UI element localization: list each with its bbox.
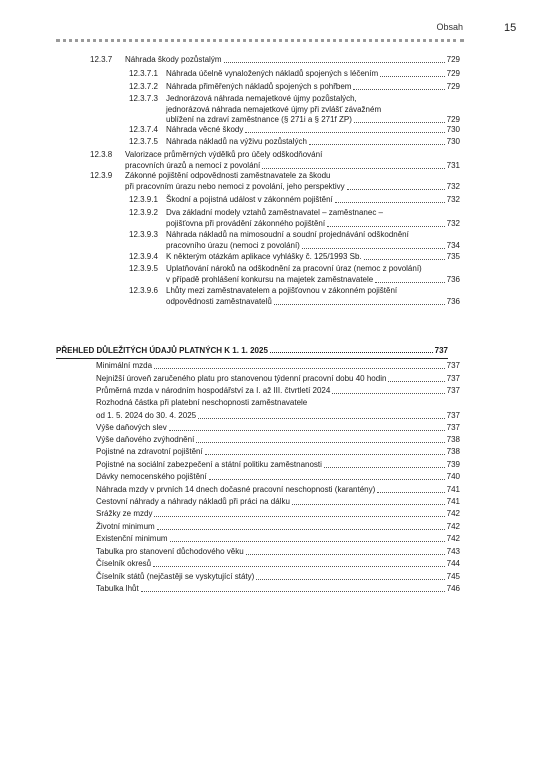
section-heading[interactable] <box>56 346 448 355</box>
entry-page: 736 <box>446 296 460 306</box>
item-page: 742 <box>446 534 460 543</box>
section-rule <box>56 358 448 359</box>
toc-entry-line <box>166 105 460 115</box>
leader-dots <box>332 393 444 394</box>
entry-page: 732 <box>446 181 460 191</box>
leader-dots <box>157 529 445 530</box>
entry-title: při pracovním úrazu nebo nemoci z povolání, jeho perspektivy <box>125 181 345 191</box>
item-title: Existenční minimum <box>96 534 168 543</box>
entry-title: ublížení na zdraví zaměstnance (§ 271i a § 271f ZP) <box>166 115 352 124</box>
entry-title: odpovědnosti zaměstnavatelů <box>166 296 272 306</box>
leader-dots <box>347 189 445 190</box>
section-item[interactable] <box>96 522 460 532</box>
section-item[interactable] <box>96 411 460 421</box>
section-item[interactable] <box>96 584 460 594</box>
section-item[interactable] <box>96 509 460 519</box>
section-item[interactable] <box>96 559 460 569</box>
item-page: 737 <box>446 410 460 420</box>
entry-number: 12.3.7.4 <box>129 125 158 134</box>
leader-dots <box>335 202 445 203</box>
item-title: Průměrná mzda v národním hospodářství za I. až III. čtvrtletí 2024 <box>96 386 331 395</box>
entry-page: 729 <box>446 55 460 64</box>
toc-entry-line <box>125 171 460 181</box>
item-title: Číselník států (nejčastěji se vyskytující státy) <box>96 572 255 581</box>
entry-title: Náhrada účelně vynaložených nákladů spojených s léčením <box>166 69 379 78</box>
leader-dots <box>246 554 445 555</box>
item-page: 738 <box>446 447 460 456</box>
toc-entry[interactable] <box>125 182 460 192</box>
section-item[interactable] <box>96 423 460 433</box>
entry-title: pracovního úrazu (nemoci z povolání) <box>166 240 300 250</box>
item-title: Výše daňových slev <box>96 423 167 432</box>
toc-entry-line <box>125 150 460 160</box>
entry-number: 12.3.7.3 <box>129 94 158 103</box>
toc-entry[interactable] <box>166 137 460 147</box>
leader-dots <box>270 352 433 353</box>
leader-dots <box>375 282 444 283</box>
entry-page: 736 <box>446 274 460 284</box>
entry-title: pracovních úrazů a nemocí z povolání <box>125 160 261 170</box>
entry-title: Náhrada přiměřených nákladů spojených s pohřbem <box>166 82 352 91</box>
item-title: Pojistné na sociální zabezpečení a státní politiku zaměstnanosti <box>96 460 322 469</box>
item-page: 737 <box>446 374 460 383</box>
item-page: 741 <box>446 485 460 494</box>
section-item[interactable] <box>96 435 460 445</box>
item-page: 740 <box>446 472 460 481</box>
item-title: Výše daňového zvýhodnění <box>96 435 195 444</box>
entry-number: 12.3.9 <box>90 171 113 180</box>
leader-dots <box>292 504 445 505</box>
entry-title: Zákonné pojištění odpovědnosti zaměstnavatele za škodu <box>125 171 331 180</box>
item-page: 742 <box>446 522 460 531</box>
entry-number: 12.3.7.1 <box>129 69 158 78</box>
entry-title: pojišťovna při provádění zákonného pojištění <box>166 218 326 228</box>
leader-dots <box>364 259 445 260</box>
item-title: Minimální mzda <box>96 361 153 370</box>
entry-page: 730 <box>446 125 460 134</box>
entry-title: Náhrada nákladů na mimosoudní a soudní projednávání odškodnění <box>166 230 409 239</box>
entry-number: 12.3.9.4 <box>129 252 158 261</box>
leader-dots <box>309 144 445 145</box>
item-title: Nejnižší úroveň zaručeného platu pro stanovenou týdenní pracovní dobu 40 hodin <box>96 374 387 383</box>
section-item[interactable] <box>96 497 460 507</box>
entry-number: 12.3.7 <box>90 55 113 64</box>
entry-title: Škodní a pojistná událost v zákonném pojištění <box>166 195 333 204</box>
section-item[interactable] <box>96 547 460 557</box>
item-title: Rozhodná částka při platební neschopnosti zaměstnavatele <box>96 398 308 407</box>
item-page: 739 <box>446 460 460 469</box>
item-title: Životní minimum <box>96 522 155 531</box>
leader-dots <box>196 442 444 443</box>
leader-dots <box>302 248 445 249</box>
entry-number: 12.3.9.1 <box>129 195 158 204</box>
toc-entry[interactable] <box>166 252 460 262</box>
item-page: 741 <box>446 497 460 506</box>
entry-title: v případě prohlášení konkursu na majetek zaměstnavatele <box>166 274 374 284</box>
entry-number: 12.3.9.6 <box>129 286 158 295</box>
section-page: 737 <box>434 346 448 355</box>
entry-page: 735 <box>446 252 460 261</box>
entry-page: 732 <box>446 218 460 228</box>
toc-entry[interactable] <box>166 69 460 79</box>
entry-title: Náhrada nákladů na výživu pozůstalých <box>166 137 307 146</box>
entry-number: 12.3.8 <box>90 150 113 159</box>
leader-dots <box>224 62 445 63</box>
toc-entry-line <box>166 94 460 104</box>
toc-entry[interactable] <box>166 297 460 307</box>
item-page: 742 <box>446 509 460 518</box>
item-title: Srážky ze mzdy <box>96 509 153 518</box>
leader-dots <box>154 368 445 369</box>
leader-dots <box>154 516 444 517</box>
entry-number: 12.3.7.5 <box>129 137 158 146</box>
leader-dots <box>205 454 445 455</box>
leader-dots <box>353 89 444 90</box>
entry-title: Uplatňování nároků na odškodnění za pracovní úraz (nemoc z povolání) <box>166 264 422 273</box>
toc-entry-line <box>166 208 460 218</box>
entry-title: Valorizace průměrných výdělků pro účely odškodňování <box>125 150 323 159</box>
section-item[interactable] <box>96 447 460 457</box>
toc-entry-line <box>166 286 460 296</box>
toc-entry-line <box>166 264 460 274</box>
leader-dots <box>380 76 445 77</box>
header-dotted-rule <box>56 39 464 42</box>
item-page: 737 <box>446 386 460 395</box>
item-page: 738 <box>446 435 460 444</box>
leader-dots <box>245 132 444 133</box>
item-title: Cestovní náhrady a náhrady nákladů při práci na dálku <box>96 497 290 506</box>
entry-page: 731 <box>446 160 460 170</box>
toc-entry[interactable] <box>125 161 460 171</box>
entry-page: 729 <box>446 115 460 124</box>
entry-title: Náhrada škody pozůstalým <box>125 55 222 64</box>
leader-dots <box>377 492 444 493</box>
toc-entry[interactable] <box>166 125 460 135</box>
toc-entry[interactable] <box>166 241 460 251</box>
item-title: od 1. 5. 2024 do 30. 4. 2025 <box>96 410 197 420</box>
entry-title: Dva základní modely vztahů zaměstnavatel – zaměstnanec – <box>166 208 384 217</box>
entry-number: 12.3.9.3 <box>129 230 158 239</box>
entry-number: 12.3.9.2 <box>129 208 158 217</box>
item-title: Číselník okresů <box>96 559 152 568</box>
section-item[interactable] <box>96 472 460 482</box>
section-item-line <box>96 398 460 408</box>
section-item[interactable] <box>96 485 460 495</box>
leader-dots <box>262 168 444 169</box>
toc-entry-line <box>166 230 460 240</box>
entry-page: 732 <box>446 195 460 204</box>
entry-title: K některým otázkám aplikace vyhlášky č. 125/1993 Sb. <box>166 252 362 261</box>
item-page: 737 <box>446 361 460 370</box>
leader-dots <box>169 430 445 431</box>
entry-page: 734 <box>446 240 460 250</box>
running-header-title: Obsah <box>436 22 463 32</box>
leader-dots <box>256 579 444 580</box>
section-item[interactable] <box>96 386 460 396</box>
item-title: Dávky nemocenského pojištění <box>96 472 207 481</box>
leader-dots <box>198 418 445 419</box>
item-page: 745 <box>446 572 460 581</box>
item-title: Pojistné na zdravotní pojištění <box>96 447 203 456</box>
toc-entry[interactable] <box>125 55 460 65</box>
leader-dots <box>141 591 445 592</box>
section-item[interactable] <box>96 460 460 470</box>
toc-entry[interactable] <box>166 219 460 229</box>
toc-entry[interactable] <box>166 275 460 285</box>
leader-dots <box>324 467 445 468</box>
item-page: 743 <box>446 547 460 556</box>
page-number: 15 <box>504 22 517 34</box>
leader-dots <box>170 541 445 542</box>
toc-entry[interactable] <box>166 82 460 92</box>
entry-title: jednorázová náhrada nemajetkové újmy při zvlášť závažném <box>166 104 382 114</box>
leader-dots <box>354 122 445 123</box>
section-item[interactable] <box>96 361 460 371</box>
section-title: PŘEHLED DŮLEŽITÝCH ÚDAJŮ PLATNÝCH K 1. 1. 2025 <box>56 346 268 355</box>
entry-page: 729 <box>446 69 460 78</box>
section-item[interactable] <box>96 374 460 384</box>
entry-title: Lhůty mezi zaměstnavatelem a pojišťovnou v zákonném pojištění <box>166 286 398 295</box>
toc-entry[interactable] <box>166 115 460 125</box>
entry-page: 729 <box>446 82 460 91</box>
toc-entry[interactable] <box>166 195 460 205</box>
leader-dots <box>388 381 444 382</box>
section-item[interactable] <box>96 572 460 582</box>
item-title: Náhrada mzdy v prvních 14 dnech dočasné pracovní neschopnosti (karantény) <box>96 485 376 494</box>
entry-title: Náhrada věcné škody <box>166 125 244 134</box>
leader-dots <box>153 566 445 567</box>
item-page: 744 <box>446 559 460 568</box>
entry-number: 12.3.7.2 <box>129 82 158 91</box>
leader-dots <box>327 226 445 227</box>
entry-title: Jednorázová náhrada nemajetkové újmy pozůstalých, <box>166 94 357 103</box>
item-title: Tabulka pro stanovení důchodového věku <box>96 547 244 556</box>
entry-page: 730 <box>446 137 460 146</box>
item-page: 746 <box>446 584 460 593</box>
section-item[interactable] <box>96 534 460 544</box>
item-title: Tabulka lhůt <box>96 584 139 593</box>
entry-number: 12.3.9.5 <box>129 264 158 273</box>
leader-dots <box>209 479 445 480</box>
item-page: 737 <box>446 423 460 432</box>
leader-dots <box>274 304 445 305</box>
